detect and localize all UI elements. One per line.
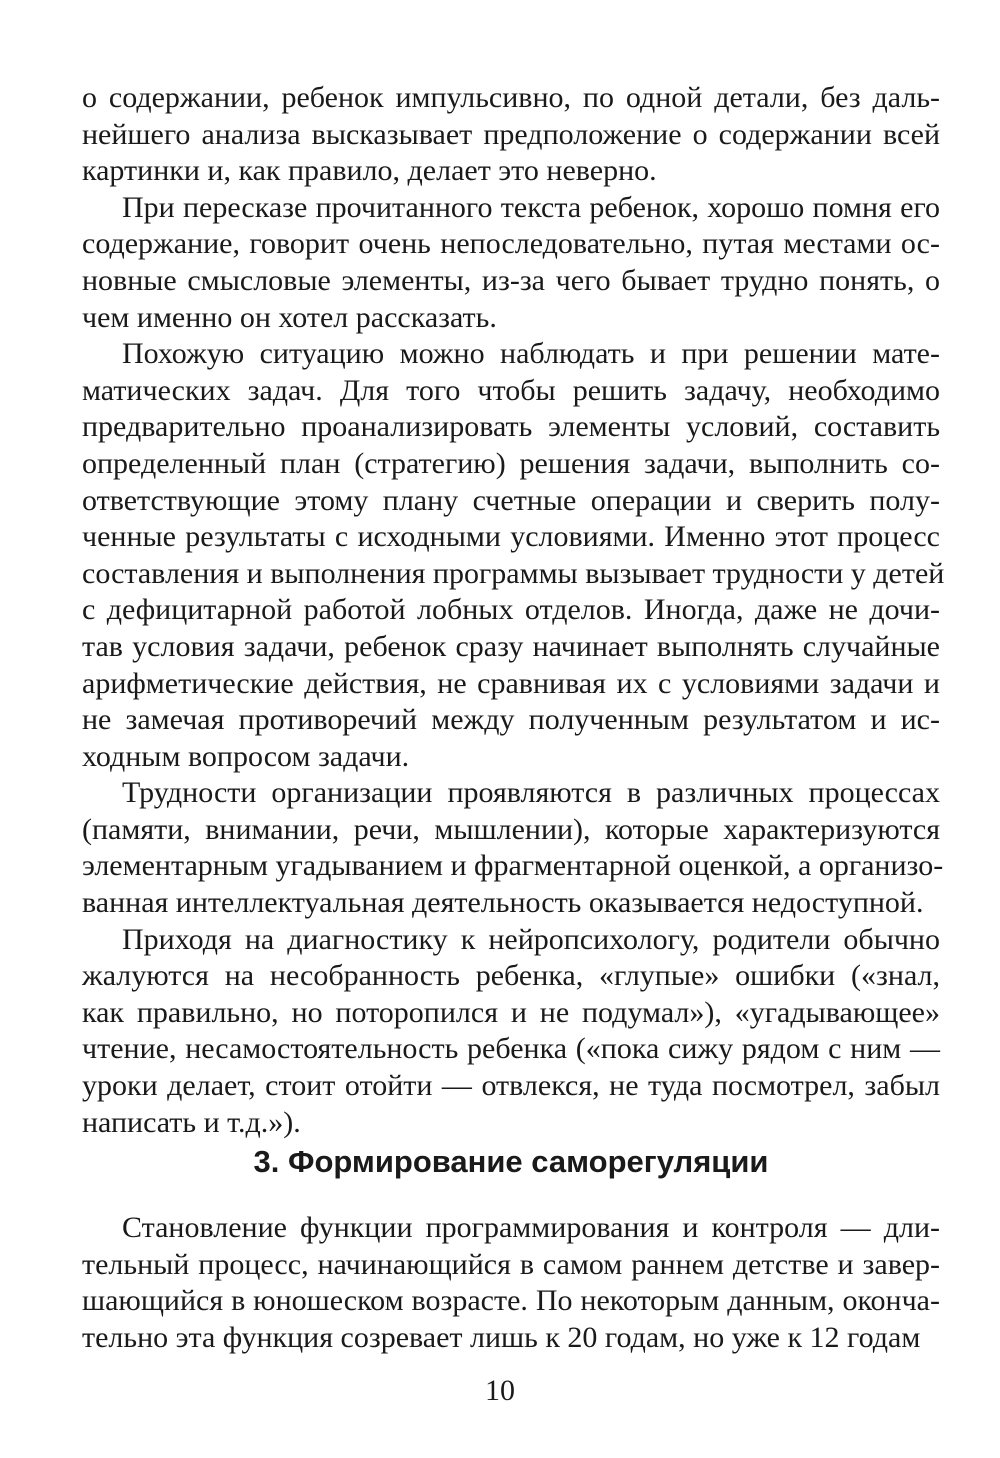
text-line: тав условия задачи, ребенок сразу начинает выполнять случайные <box>82 629 940 663</box>
text-line: матических задач. Для того чтобы решить задачу, необходимо <box>82 373 940 407</box>
paragraph <box>82 80 940 190</box>
paragraph <box>82 775 944 921</box>
text-line: о содержании, ребенок импульсивно, по одной детали, без даль- <box>82 81 940 114</box>
text-line: картинки и, как правило, делает это неверно. <box>82 154 657 188</box>
text-line: тельно эта функция созревает лишь к 20 годам, но уже к 12 годам <box>82 1320 921 1354</box>
text-line: с дефицитарной работой лобных отделов. Иногда, даже не дочи- <box>82 593 940 627</box>
text-line: написать и т.д.»). <box>82 1105 301 1139</box>
text-line: жалуются на несобранность ребенка, «глупые» ошибки («знал, <box>82 959 940 993</box>
text-line: определенный план (стратегию) решения задачи, выполнить со- <box>82 446 940 480</box>
text-line: ответствующие этому плану счетные операции и сверить полу- <box>82 483 940 517</box>
text-line: содержание, говорит очень непоследовательно, путая местами ос- <box>82 227 940 261</box>
text-line: Становление функции программирования и контроля — дли- <box>122 1211 940 1244</box>
text-line: новные смысловые элементы, из-за чего бывает трудно понять, о <box>82 263 940 297</box>
text-line: При пересказе прочитанного текста ребенок, хорошо помня его <box>122 190 940 224</box>
text-line: (памяти, внимании, речи, мышлении), которые характеризуются <box>82 812 940 846</box>
paragraph <box>82 922 940 1142</box>
text-line: ходным вопросом задачи. <box>82 739 410 773</box>
text-line: арифметические действия, не сравнивая их с условиями задачи и <box>82 666 940 700</box>
text-line: как правильно, но поторопился и не подумал»), «угадывающее» <box>82 995 940 1029</box>
page-number: 10 <box>485 1374 515 1407</box>
text-line: шающийся в юношеском возрасте. По некоторым данным, оконча- <box>82 1284 940 1318</box>
paragraph <box>82 336 945 775</box>
text-line: не замечая противоречий между полученным результатом и ис- <box>82 703 940 737</box>
text-line: уроки делает, стоит отойти — отвлекся, не туда посмотрел, забыл <box>82 1069 940 1103</box>
text-line: ванная интеллектуальная деятельность оказывается недоступной. <box>82 886 924 920</box>
body-text-top <box>82 80 945 1141</box>
text-line: элементарным угадыванием и фрагментарной оценкой, а организо- <box>82 849 944 883</box>
text-line: предварительно проанализировать элементы условий, составить <box>82 410 940 444</box>
body-text-bottom <box>82 1210 940 1356</box>
text-line: тельный процесс, начинающийся в самом раннем детстве и завер- <box>82 1247 940 1281</box>
text-line: Приходя на диагностику к нейропсихологу, родители обычно <box>122 922 940 956</box>
text-line: чем именно он хотел рассказать. <box>82 300 497 334</box>
section-heading: 3. Формирование саморегуляции <box>253 1144 769 1179</box>
text-line: ченные результаты с исходными условиями. Именно этот процесс <box>82 520 940 554</box>
text-line: чтение, несамостоятельность ребенка («пока сижу рядом с ним — <box>82 1032 940 1066</box>
text-line: Похожую ситуацию можно наблюдать и при решении мате- <box>122 337 940 371</box>
text-line: составления и выполнения программы вызывает трудности у детей <box>82 556 945 590</box>
text-line: нейшего анализа высказывает предположение о содержании всей <box>82 117 940 151</box>
text-line: Трудности организации проявляются в различных процессах <box>122 776 940 810</box>
paragraph <box>82 190 940 336</box>
paragraph <box>82 1210 940 1356</box>
